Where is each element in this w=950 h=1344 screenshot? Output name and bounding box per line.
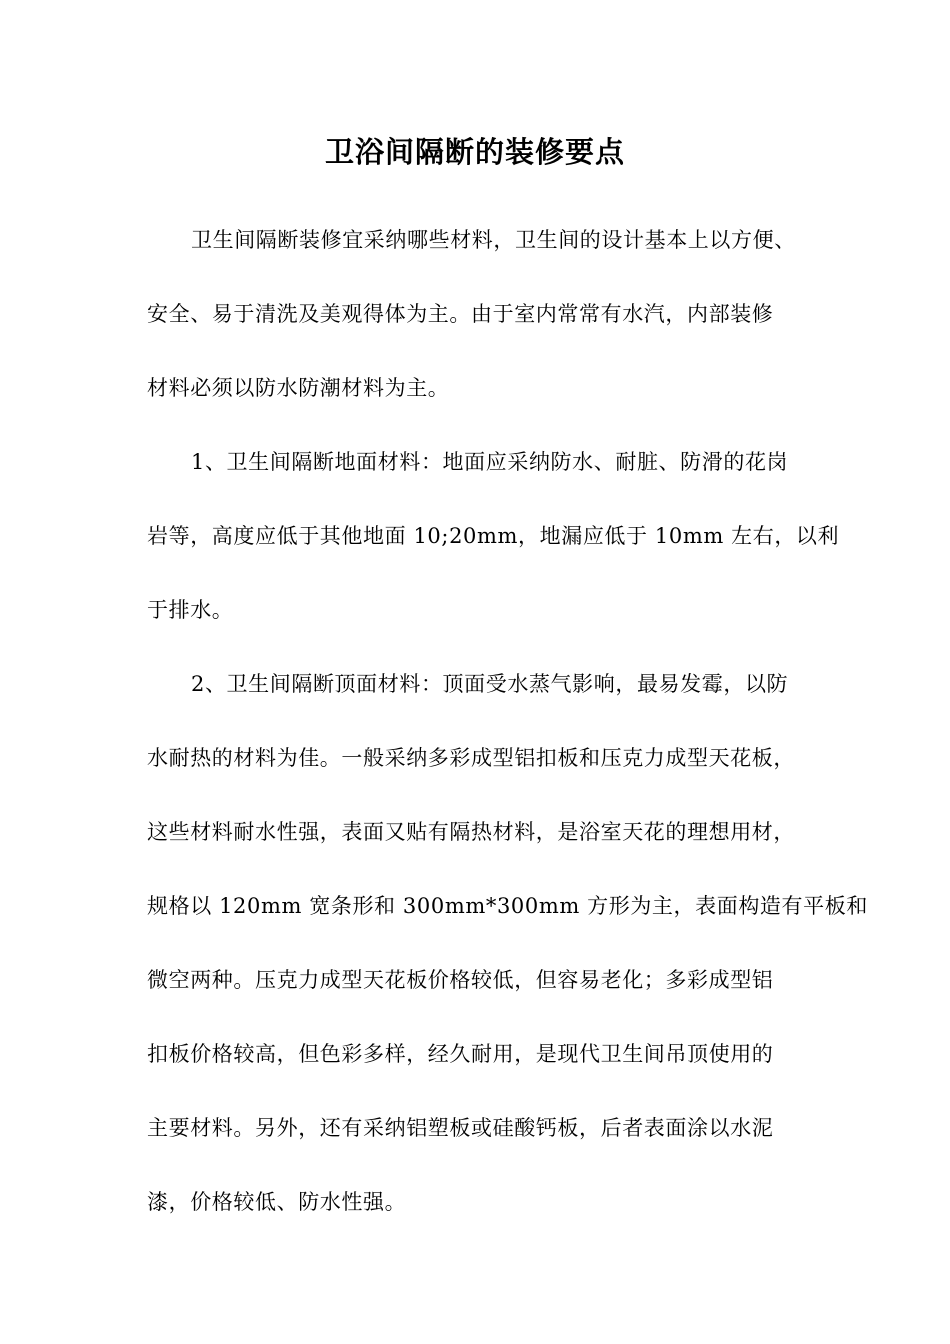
text-line: 规格以 120mm 宽条形和 300mm*300mm 方形为主，表面构造有平板和 [147, 894, 868, 918]
text-line: 扣板价格较高，但色彩多样，经久耐用，是现代卫生间吊顶使用的 [147, 1042, 774, 1066]
document-body [147, 203, 868, 1239]
text-line: 2、卫生间隔断顶面材料：顶面受水蒸气影响，最易发霉，以防 [191, 672, 789, 696]
text-line: 水耐热的材料为佳。一般采纳多彩成型铝扣板和压克力成型天花板， [147, 746, 795, 770]
text-line: 岩等，高度应低于其他地面 10;20mm，地漏应低于 10mm 左右，以利 [147, 524, 840, 548]
text-line: 微空两种。压克力成型天花板价格较低，但容易老化；多彩成型铝 [147, 968, 774, 992]
text-line: 这些材料耐水性强，表面又贴有隔热材料，是浴室天花的理想用材， [147, 820, 795, 844]
text-line: 材料必须以防水防潮材料为主。 [147, 376, 450, 400]
paragraph-ceiling-materials [147, 647, 868, 1239]
text-line: 漆，价格较低、防水性强。 [147, 1190, 407, 1214]
text-line: 1、卫生间隔断地面材料：地面应采纳防水、耐脏、防滑的花岗 [191, 450, 789, 474]
text-line: 卫生间隔断装修宜采纳哪些材料，卫生间的设计基本上以方便、 [191, 228, 796, 252]
text-line: 于排水。 [147, 598, 234, 622]
document-title: 卫浴间隔断的装修要点 [324, 135, 625, 169]
paragraph-floor-materials [147, 425, 840, 647]
text-line: 主要材料。另外，还有采纳铝塑板或硅酸钙板，后者表面涂以水泥 [147, 1116, 774, 1140]
text-line: 安全、易于清洗及美观得体为主。由于室内常常有水汽，内部装修 [147, 302, 774, 326]
paragraph-intro [147, 203, 807, 425]
